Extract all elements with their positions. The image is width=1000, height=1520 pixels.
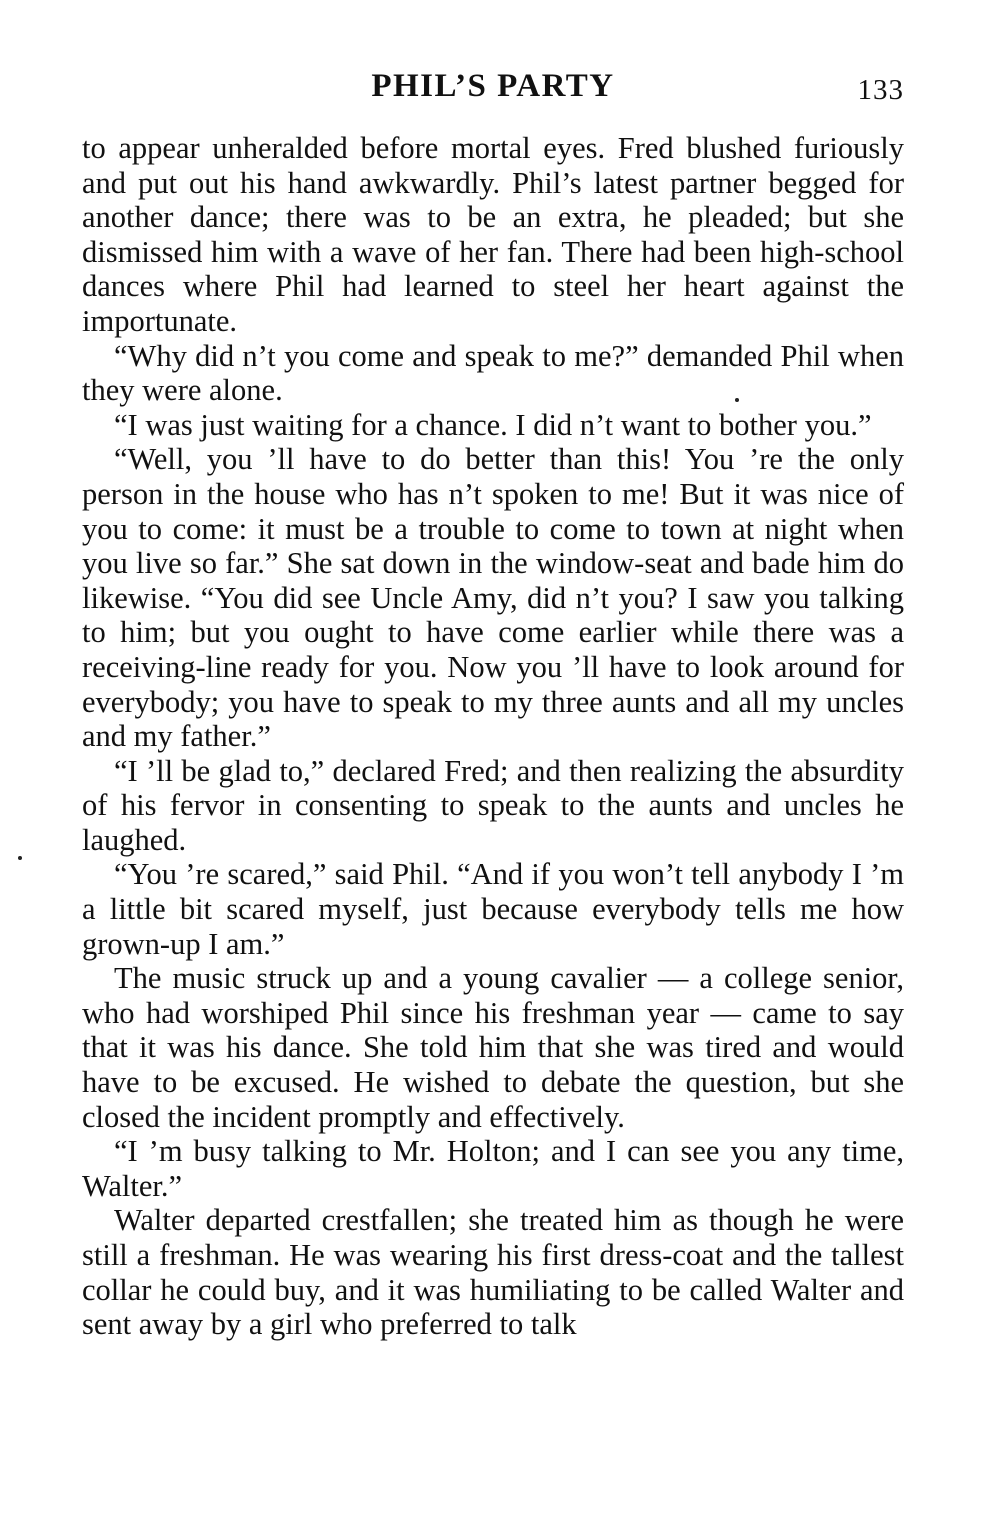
running-header [82,68,904,112]
paragraph: “Well, you ’ll have to do better than this! You ’re the only person in the house who has n’t spoken to me! But it was nice of you to come: it must be a trouble to come to town at night when you live so far.” She sat down in the window-seat and bade him do likewise. “You did see Uncle Amy, did n’t you? I saw you talking to him; but you ought to have come earlier while there was a receiving-line ready for you. Now you ’ll have to look around for everybody; you have to speak to my three aunts and all my uncles and my father.” [82,442,904,754]
ink-speck [735,398,739,402]
paragraph: “I was just waiting for a chance. I did n’t want to bother you.” [114,407,872,442]
paragraph: “Why did n’t you come and speak to me?” demanded Phil when they were alone. [82,338,904,408]
paragraph: “I ’ll be glad to,” declared Fred; and then realizing the absurdity of his fervor in consenting to speak to the aunts and uncles he laughed. [82,753,904,857]
paragraph: “You ’re scared,” said Phil. “And if you won’t tell anybody I ’m a little bit scared myself, just because everybody tells me how grown-up I am.” [82,857,904,961]
paragraph: to appear unheralded before mortal eyes. Fred blushed furiously and put out his hand awkwardly. Phil’s latest partner begged for another dance; there was to be an extra, he pleaded; but she dismissed him with a wave of her fan. There had been high-school dances where Phil had learned to steel her heart against the importunate. [82,131,904,338]
paragraph: “I ’m busy talking to Mr. Holton; and I can see you any time, Walter.” [82,1134,904,1203]
paragraph: Walter departed crestfallen; she treated him as though he were still a freshman. He was wearing his first dress-coat and the tallest collar he could buy, and it was humiliating to be called Walter and sent away by a girl who preferred to talk [82,1203,904,1342]
running-title: PHIL’S PARTY [371,68,615,104]
paragraph: The music struck up and a young cavalier — a college senior, who had worshiped Phil since his freshman year — came to say that it was his dance. She told him that she was tired and would have to be excused. He wished to debate the question, but she closed the incident promptly and effectively. [82,961,904,1134]
ink-speck [18,856,22,860]
body-text [82,131,904,1342]
page-number: 133 [857,74,904,106]
